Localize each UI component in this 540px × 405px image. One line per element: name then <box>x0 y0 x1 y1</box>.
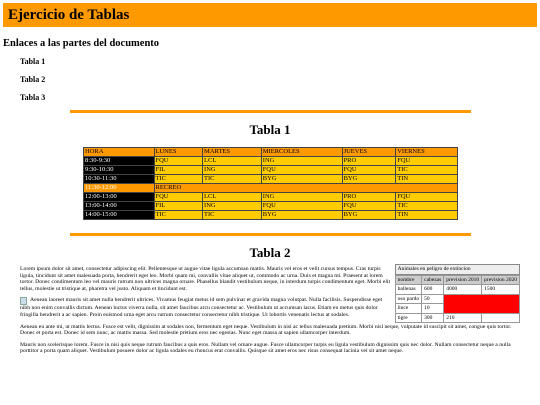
table-cell: ING <box>203 166 262 175</box>
time-cell: 8:30-9:30 <box>84 157 155 166</box>
paragraph: Lorem ipsum dolor sit amet, consectetur adipiscing elit. Pellentesque ut augue vitae ligula accumsan mattis. Mauris vel eros et velit cursus tempus. Cras turpis ligula, tincidunt sit amet malesuada porta, hendrerit eget leo. Morbi quam mi, convallis vitae aliquet ut, commodo ac urna. Duis et magna mi. Praesent at lorem tortor. Donec condimentum leo vel mauris rutrum non ultrices magna ornare. Phasellus blandit vestibulum neque, in interdum turpis condimentum eget. Morbi elit tellus, molestie ut tristique at, pharetra vel justo. Aliquam et tincidunt est. <box>20 266 391 292</box>
table-row <box>84 175 458 184</box>
table-cell: BYG <box>261 211 342 220</box>
table-cell: FIL <box>154 166 203 175</box>
paragraph: Aenean eu ante mi, ut mattis lectus. Fusce est velit, dignissim at sodales non, fermentum eget neque. Vestibulum in nisi ac tellus malesuada pretium. Morbi nisl neque, vulputate id suscipit sit amet, congue quis tortor. Donec et porta est. Donec id sem nunc, ac mattis massa. Sed molestie pretium eros nec egestas. Nunc eget massa at sapien ullamcorper interdum. <box>20 323 512 337</box>
column-header: HORA <box>84 148 155 157</box>
column-header: nombre <box>395 275 422 285</box>
table-cell: FQU <box>261 202 342 211</box>
schedule-table <box>83 147 458 220</box>
column-header: JUEVES <box>342 148 396 157</box>
table-cell: TIC <box>203 211 262 220</box>
table-row <box>395 285 519 295</box>
table-cell: PRO <box>342 157 396 166</box>
column-header: LUNES <box>154 148 203 157</box>
paragraph-text: Aenean laoreet mauris sit amet nulla hendrerit ultrices. Vivamus feugiat metus id sem pulvinar et gravida magna volutpat. Nulla facilisis. Suspendisse eget nibh non enim convallis dictum. Aenean luctus viverra nulla, sit amet faucibus arcu consectetur ac. Vestibulum ut accumsan lacus. Etiam eu metus quis dolor fringilla hendrerit a ac sapien. Proin euismod urna eget arcu rutrum consectetur consectetur nibh tristique. Ut lobortis venenatis lectus at sodales. <box>20 297 383 318</box>
paragraph: Mauris non scelerisque lorem. Fusce in nisi quis neque rutrum faucibus a quis eros. Nullam vel ornare augue. Fusce ullamcorper turpis eu ligula vestibulum dignissim quis nec dolor. Nullam consectetur neque a nulla porttitor a porta quam aliquet. Vestibulum posuere dolor ac ligula sodales eu rhoncus erat convallis. Quisque sit amet eros nec risus consequat lacinia vel sit amet neque. <box>20 341 511 355</box>
table-cell: 4000 <box>444 285 482 295</box>
table-cell: 600 <box>422 285 444 295</box>
time-cell: 12:00-13:00 <box>84 193 155 202</box>
table-cell: FQU <box>154 193 203 202</box>
table-cell: TIC <box>154 175 203 184</box>
table-cell: lince <box>395 304 422 314</box>
recreo-label: RECREO <box>154 184 458 193</box>
page-title: Ejercicio de Tablas <box>8 7 130 23</box>
table-cell: ING <box>203 202 262 211</box>
column-header: MARTES <box>203 148 262 157</box>
toc-item <box>20 92 45 110</box>
recreo-row <box>84 184 458 193</box>
time-cell: 11:30-12:00 <box>84 184 155 193</box>
table-cell: FQU <box>261 166 342 175</box>
table-cell: tigre <box>395 313 422 323</box>
table-cell: BYG <box>261 175 342 184</box>
table-cell: TIN <box>396 175 458 184</box>
table-cell: TIC <box>396 166 458 175</box>
table-cell: BYG <box>342 211 396 220</box>
table-cell <box>482 313 520 323</box>
table-cell: 300 <box>422 313 444 323</box>
table-cell: FIL <box>154 202 203 211</box>
table-row <box>84 211 458 220</box>
table-cell: TIC <box>396 202 458 211</box>
table-cell: PRO <box>342 193 396 202</box>
table2-title: Tabla 2 <box>249 245 291 260</box>
table-cell: 210 <box>444 313 482 323</box>
table-cell: TIN <box>396 211 458 220</box>
table-row <box>84 166 458 175</box>
table2-content <box>20 266 520 360</box>
toc-heading: Enlaces a las partes del documento <box>3 38 160 49</box>
toc-item <box>20 56 45 74</box>
toc-list <box>20 56 45 110</box>
table-cell: LCL <box>203 193 262 202</box>
table-header-row <box>84 148 458 157</box>
table-cell: 50 <box>422 294 444 304</box>
toc-link-tabla-2[interactable]: Tabla 2 <box>20 75 46 84</box>
time-cell: 13:00-14:00 <box>84 202 155 211</box>
endangered-animals-table <box>395 264 520 323</box>
table-row <box>84 157 458 166</box>
divider <box>70 110 471 113</box>
column-header: prevision 2010 <box>444 275 482 285</box>
toc-link-tabla-1[interactable]: Tabla 1 <box>20 57 46 66</box>
table-cell: ING <box>261 193 342 202</box>
table-cell: FQU <box>396 157 458 166</box>
table-cell: ING <box>261 157 342 166</box>
time-cell: 9:30-10:30 <box>84 166 155 175</box>
table-row <box>395 313 519 323</box>
table-row <box>84 202 458 211</box>
table-cell: LCL <box>203 157 262 166</box>
table-cell: TIC <box>203 175 262 184</box>
table-cell: BYG <box>342 175 396 184</box>
divider <box>70 233 471 236</box>
table-cell: 1500 <box>482 285 520 295</box>
page-header-banner <box>3 3 537 27</box>
column-header: prevision 2020 <box>482 275 520 285</box>
time-cell: 14:00-15:00 <box>84 211 155 220</box>
time-cell: 10:30-11:30 <box>84 175 155 184</box>
table-row <box>84 193 458 202</box>
highlight-cell <box>444 294 520 313</box>
table1-title: Tabla 1 <box>249 122 291 137</box>
table-caption: Animales en peligro de extincion <box>395 264 520 275</box>
table-cell: FQU <box>154 157 203 166</box>
table-cell: ballenas <box>395 285 422 295</box>
table-row <box>395 294 519 304</box>
table-cell: FQU <box>342 202 396 211</box>
table-cell: FQU <box>342 166 396 175</box>
toc-item <box>20 74 45 92</box>
toc-link-tabla-3[interactable]: Tabla 3 <box>20 93 46 102</box>
table-cell: oso pardo <box>395 294 422 304</box>
table-cell: TIC <box>154 211 203 220</box>
column-header: cabezas <box>422 275 444 285</box>
column-header: VIERNES <box>396 148 458 157</box>
table-cell: FQU <box>396 193 458 202</box>
column-header: MIERCOLES <box>261 148 342 157</box>
table-cell: 10 <box>422 304 444 314</box>
table-header-row <box>395 275 519 285</box>
